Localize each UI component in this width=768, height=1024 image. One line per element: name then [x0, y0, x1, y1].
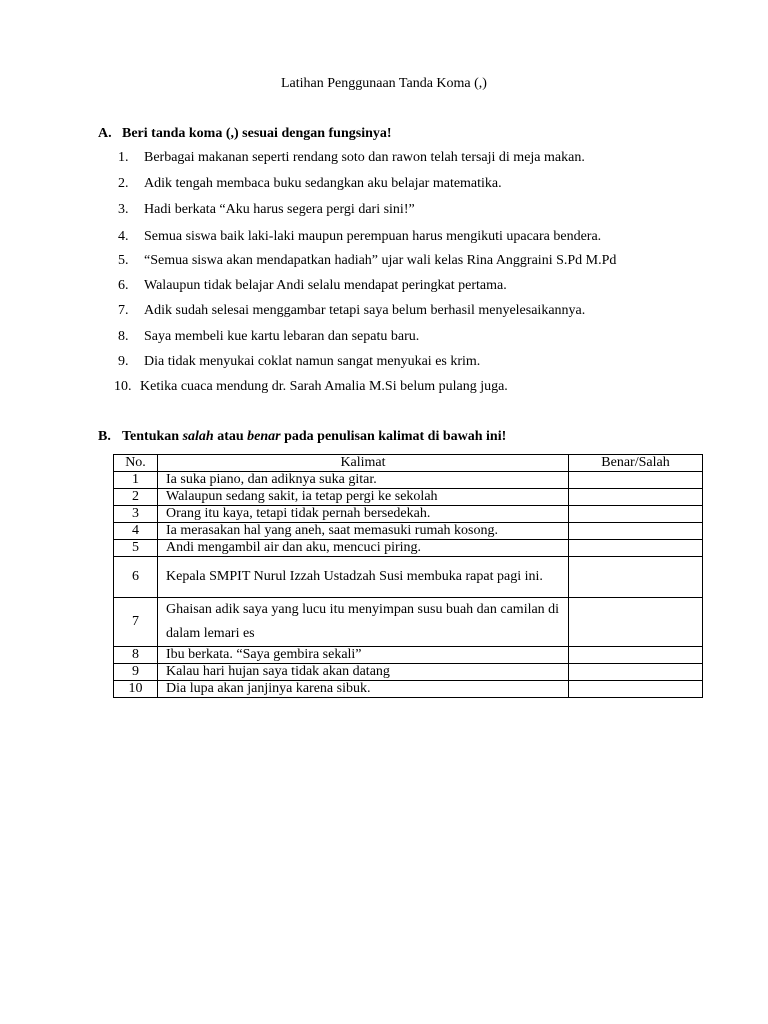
row-number: 1 [114, 472, 158, 489]
row-sentence: Ia merasakan hal yang aneh, saat memasuki rumah kosong. [158, 523, 569, 540]
section-b-instruction-end: pada penulisan kalimat di bawah ini! [280, 429, 507, 444]
question-number: 1. [118, 150, 129, 165]
row-number: 9 [114, 664, 158, 681]
row-number: 2 [114, 489, 158, 506]
row-answer-cell[interactable] [569, 598, 703, 647]
column-header-kalimat: Kalimat [158, 455, 569, 472]
section-a-heading [98, 126, 392, 142]
question-number: 5. [118, 253, 129, 268]
section-a-letter: A. [98, 126, 112, 141]
section-b-word-salah: salah [182, 429, 214, 444]
answer-table [113, 454, 703, 698]
row-sentence: Kepala SMPIT Nurul Izzah Ustadzah Susi membuka rapat pagi ini. [158, 557, 569, 598]
section-b-letter: B. [98, 429, 111, 444]
table-row [114, 523, 703, 540]
question-text: Walaupun tidak belajar Andi selalu mendapat peringkat pertama. [144, 278, 507, 293]
question-number: 10. [114, 379, 132, 394]
question-item-9 [118, 354, 480, 370]
row-answer-cell[interactable] [569, 681, 703, 698]
question-item-10 [114, 379, 508, 395]
row-number: 4 [114, 523, 158, 540]
row-answer-cell[interactable] [569, 506, 703, 523]
row-answer-cell[interactable] [569, 489, 703, 506]
table-row [114, 664, 703, 681]
row-sentence: Ghaisan adik saya yang lucu itu menyimpan susu buah dan camilan di dalam lemari es [158, 598, 569, 647]
table-row [114, 506, 703, 523]
table-row [114, 598, 703, 647]
table-row [114, 472, 703, 489]
table-row [114, 557, 703, 598]
table-header-row [114, 455, 703, 472]
row-answer-cell[interactable] [569, 664, 703, 681]
row-answer-cell[interactable] [569, 647, 703, 664]
column-header-result: Benar/Salah [569, 455, 703, 472]
section-b-instruction-start: Tentukan [122, 429, 183, 444]
table-row [114, 489, 703, 506]
section-b-instruction-mid: atau [213, 429, 248, 444]
question-number: 9. [118, 354, 129, 369]
section-b-word-benar: benar [247, 429, 281, 444]
row-number: 7 [114, 598, 158, 647]
row-number: 5 [114, 540, 158, 557]
section-a-instruction: Beri tanda koma (,) sesuai dengan fungsinya! [122, 126, 392, 141]
table-row [114, 647, 703, 664]
column-header-no: No. [114, 455, 158, 472]
document-title: Latihan Penggunaan Tanda Koma (,) [281, 76, 487, 91]
question-number: 2. [118, 176, 129, 191]
question-item-1 [118, 150, 585, 166]
row-number: 10 [114, 681, 158, 698]
question-text: Berbagai makanan seperti rendang soto dan rawon telah tersaji di meja makan. [144, 150, 585, 165]
question-item-8 [118, 329, 419, 345]
row-answer-cell[interactable] [569, 523, 703, 540]
row-sentence: Kalau hari hujan saya tidak akan datang [158, 664, 569, 681]
row-sentence: Orang itu kaya, tetapi tidak pernah bersedekah. [158, 506, 569, 523]
question-text: Hadi berkata “Aku harus segera pergi dari sini!” [144, 202, 415, 217]
row-number: 6 [114, 557, 158, 598]
row-number: 3 [114, 506, 158, 523]
question-text: Adik tengah membaca buku sedangkan aku belajar matematika. [144, 176, 502, 191]
question-text: Ketika cuaca mendung dr. Sarah Amalia M.Si belum pulang juga. [140, 379, 508, 394]
row-sentence: Andi mengambil air dan aku, mencuci piring. [158, 540, 569, 557]
section-b-heading [98, 429, 506, 445]
question-number: 3. [118, 202, 129, 217]
row-sentence: Ia suka piano, dan adiknya suka gitar. [158, 472, 569, 489]
question-item-2 [118, 176, 502, 192]
question-item-4 [118, 229, 601, 245]
row-sentence: Dia lupa akan janjinya karena sibuk. [158, 681, 569, 698]
question-item-7 [118, 303, 585, 319]
question-text: Saya membeli kue kartu lebaran dan sepatu baru. [144, 329, 420, 344]
row-answer-cell[interactable] [569, 472, 703, 489]
question-number: 8. [118, 329, 129, 344]
question-text: Semua siswa baik laki-laki maupun perempuan harus mengikuti upacara bendera. [144, 229, 602, 244]
table-row [114, 540, 703, 557]
row-answer-cell[interactable] [569, 557, 703, 598]
question-text: Adik sudah selesai menggambar tetapi saya belum berhasil menyelesaikannya. [144, 303, 586, 318]
row-sentence: Ibu berkata. “Saya gembira sekali” [158, 647, 569, 664]
question-number: 4. [118, 229, 129, 244]
question-item-5 [118, 253, 616, 269]
question-number: 7. [118, 303, 129, 318]
row-answer-cell[interactable] [569, 540, 703, 557]
question-item-6 [118, 278, 507, 294]
question-text: Dia tidak menyukai coklat namun sangat menyukai es krim. [144, 354, 481, 369]
question-text: “Semua siswa akan mendapatkan hadiah” ujar wali kelas Rina Anggraini S.Pd M.Pd [144, 253, 617, 268]
row-number: 8 [114, 647, 158, 664]
question-item-3 [118, 202, 415, 218]
row-sentence: Walaupun sedang sakit, ia tetap pergi ke sekolah [158, 489, 569, 506]
table-row [114, 681, 703, 698]
question-number: 6. [118, 278, 129, 293]
